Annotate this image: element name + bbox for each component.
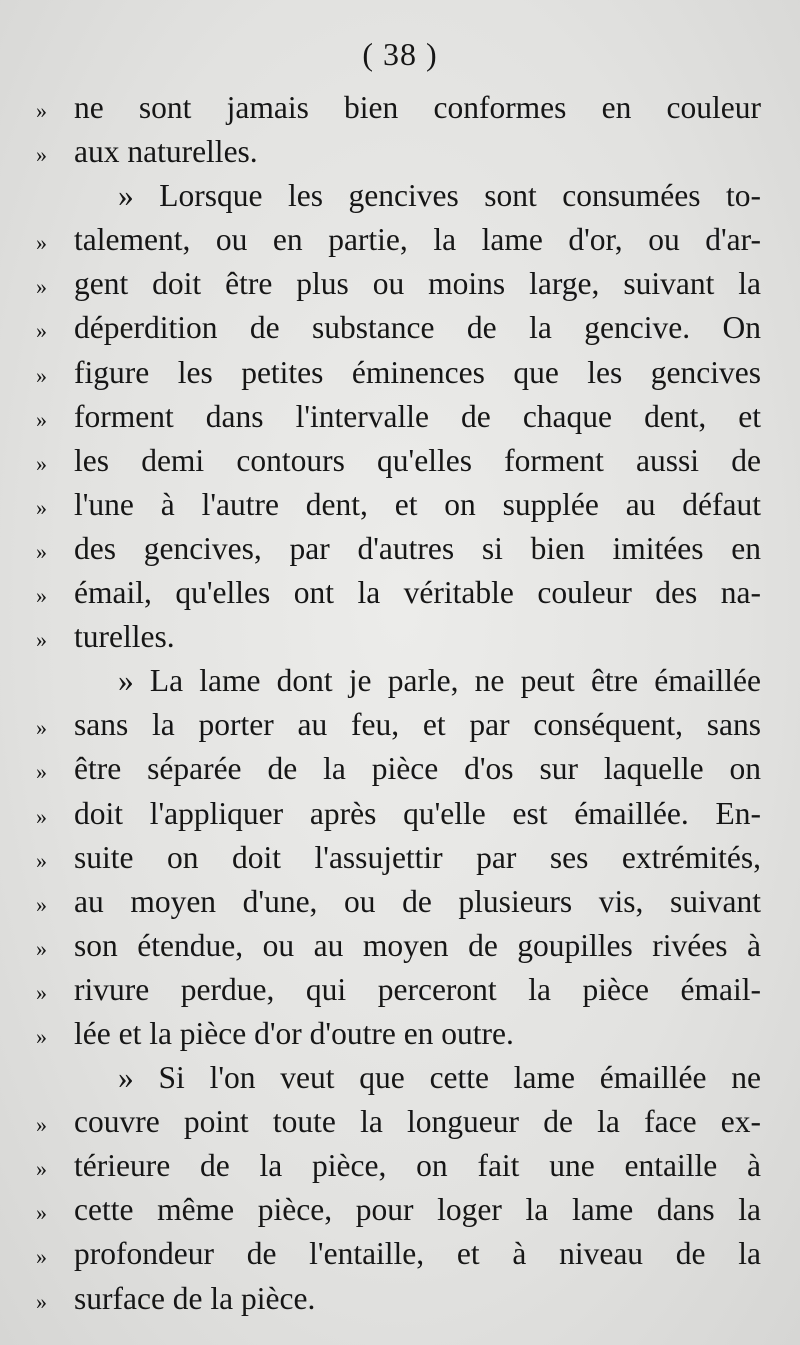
text-line xyxy=(36,178,761,222)
text-line xyxy=(36,796,761,840)
quote-mark: » xyxy=(36,230,47,256)
line-text: » Lorsque les gencives sont consumées to- xyxy=(118,178,761,214)
quote-mark: » xyxy=(36,935,47,961)
text-line xyxy=(36,972,761,1016)
page-text xyxy=(36,90,761,1325)
text-line xyxy=(36,266,761,310)
line-text: couvre point toute la longueur de la face ex- xyxy=(74,1104,761,1140)
text-line xyxy=(36,575,761,619)
line-text: cette même pièce, pour loger la lame dans la xyxy=(74,1192,761,1228)
text-line xyxy=(36,531,761,575)
line-text: » Si l'on veut que cette lame émaillée ne xyxy=(118,1060,761,1096)
line-text: émail, qu'elles ont la véritable couleur des na- xyxy=(74,575,761,611)
quote-mark: » xyxy=(36,1244,47,1270)
line-text: des gencives, par d'autres si bien imitées en xyxy=(74,530,761,566)
text-line xyxy=(36,707,761,751)
line-text: gent doit être plus ou moins large, suivant la xyxy=(74,266,761,302)
line-text: » La lame dont je parle, ne peut être émaillée xyxy=(118,663,761,699)
text-line xyxy=(36,751,761,795)
text-line xyxy=(36,443,761,487)
quote-mark: » xyxy=(36,759,47,785)
line-text: figure les petites éminences que les gencives xyxy=(74,354,761,390)
quote-mark: » xyxy=(36,803,47,829)
line-text: profondeur de l'entaille, et à niveau de la xyxy=(74,1236,761,1272)
quote-mark: » xyxy=(36,1288,47,1314)
line-text: être séparée de la pièce d'os sur laquelle on xyxy=(74,751,761,787)
line-text: son étendue, ou au moyen de goupilles rivées à xyxy=(74,927,761,963)
text-line xyxy=(36,1060,761,1104)
line-text: talement, ou en partie, la lame d'or, ou d'ar- xyxy=(74,222,761,258)
text-line xyxy=(36,1236,761,1280)
line-text: aux naturelles. xyxy=(74,134,258,170)
quote-mark: » xyxy=(36,494,47,520)
quote-mark: » xyxy=(36,318,47,344)
text-line xyxy=(36,310,761,354)
line-text: suite on doit l'assujettir par ses extrémités, xyxy=(74,839,761,875)
line-text: doit l'appliquer après qu'elle est émaillée. En- xyxy=(74,795,761,831)
line-text: rivure perdue, qui perceront la pièce émail- xyxy=(74,971,761,1007)
quote-mark: » xyxy=(36,1156,47,1182)
quote-mark: » xyxy=(36,979,47,1005)
line-text: forment dans l'intervalle de chaque dent, et xyxy=(74,398,761,434)
text-line xyxy=(36,90,761,134)
line-text: turelles. xyxy=(74,619,175,655)
line-text: térieure de la pièce, on fait une entaille à xyxy=(74,1148,761,1184)
page-number: ( 38 ) xyxy=(362,36,438,72)
text-line xyxy=(36,399,761,443)
text-line xyxy=(36,134,761,178)
line-text: sans la porter au feu, et par conséquent, sans xyxy=(74,707,761,743)
text-line xyxy=(36,222,761,266)
quote-mark: » xyxy=(36,450,47,476)
line-text: ne sont jamais bien conformes en couleur xyxy=(74,90,761,125)
text-line xyxy=(36,884,761,928)
quote-mark: » xyxy=(36,847,47,873)
quote-mark: » xyxy=(36,98,47,123)
text-line xyxy=(36,1281,761,1325)
text-line xyxy=(36,1016,761,1060)
text-line xyxy=(36,928,761,972)
text-line xyxy=(36,487,761,531)
text-line xyxy=(36,1148,761,1192)
quote-mark: » xyxy=(36,1200,47,1226)
line-text: déperdition de substance de la gencive. On xyxy=(74,310,761,346)
line-text: surface de la pièce. xyxy=(74,1280,316,1316)
quote-mark: » xyxy=(36,406,47,432)
text-line xyxy=(36,355,761,399)
quote-mark: » xyxy=(36,1112,47,1138)
quote-mark: » xyxy=(36,583,47,609)
line-text: lée et la pièce d'or d'outre en outre. xyxy=(74,1015,514,1051)
quote-mark: » xyxy=(36,362,47,388)
text-line xyxy=(36,840,761,884)
text-line xyxy=(36,1192,761,1236)
quote-mark: » xyxy=(36,142,47,168)
quote-mark: » xyxy=(36,627,47,653)
quote-mark: » xyxy=(36,891,47,917)
text-line xyxy=(36,663,761,707)
line-text: les demi contours qu'elles forment aussi de xyxy=(74,442,761,478)
text-line xyxy=(36,1104,761,1148)
text-line xyxy=(36,619,761,663)
quote-mark: » xyxy=(36,715,47,741)
line-text: au moyen d'une, ou de plusieurs vis, suivant xyxy=(74,883,761,919)
quote-mark: » xyxy=(36,538,47,564)
line-text: l'une à l'autre dent, et on supplée au défaut xyxy=(74,486,761,522)
quote-mark: » xyxy=(36,1023,47,1049)
quote-mark: » xyxy=(36,274,47,300)
